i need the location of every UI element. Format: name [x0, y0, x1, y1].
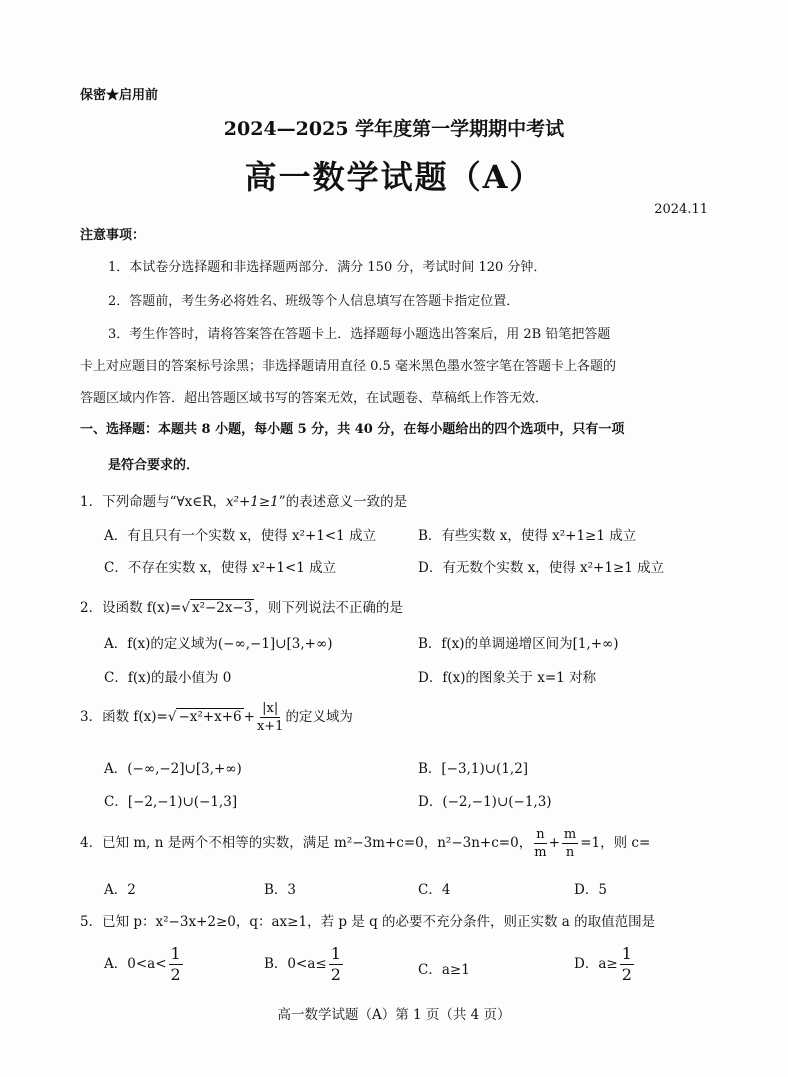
q2-option-d[interactable]: D．f(x)的图象关于 x=1 对称 — [418, 670, 597, 686]
question-1 — [80, 490, 407, 510]
question-4 — [80, 826, 650, 861]
question-number: 4． — [80, 835, 103, 851]
page-title: 高一数学试题（A） — [244, 158, 544, 196]
question-5 — [80, 910, 655, 930]
question-stem: 下列命题与“∀x∈R， — [102, 494, 226, 510]
fraction — [257, 700, 284, 735]
question-stem: =1，则 c= — [580, 835, 651, 851]
fraction — [329, 944, 343, 985]
section-heading: 一、选择题：本题共 8 小题，每小题 5 分，共 40 分，在每小题给出的四个选项中，只有一项 — [80, 422, 625, 437]
fraction-denominator: 2 — [170, 965, 181, 984]
fraction-numerator: 1 — [170, 944, 181, 963]
sqrt-radicand: x²−2x−3 — [191, 600, 253, 616]
page-footer: 高一数学试题（A）第 1 页（共 4 页） — [277, 1007, 511, 1023]
fraction-denominator: 2 — [330, 965, 341, 984]
q2-option-a[interactable]: A．f(x)的定义域为(−∞,−1]∪[3,+∞) — [104, 636, 333, 652]
fraction — [534, 826, 546, 861]
q4-option-a[interactable]: A．2 — [104, 882, 136, 898]
question-3: 3．函数 f(x)=√ −x²+x+6 + $\frac{|x|}{x+1}$ 的定义域为 — [80, 701, 353, 734]
question-2: 2．设函数 f(x)=√ x²−2x−3 ，则下列说法不正确的是 — [80, 600, 403, 616]
q1-option-c[interactable]: C．不存在实数 x，使得 x²+1<1 成立 — [104, 560, 337, 576]
q1-option-d[interactable]: D．有无数个实数 x，使得 x²+1≥1 成立 — [418, 560, 665, 576]
q3-option-c[interactable]: C．[−2,−1)∪(−1,3] — [104, 794, 238, 810]
fraction-denominator: n — [565, 845, 575, 860]
q5-option-a[interactable] — [104, 944, 185, 985]
q1-option-b[interactable]: B．有些实数 x，使得 x²+1≥1 成立 — [418, 528, 637, 544]
q5-option-d[interactable] — [574, 944, 636, 985]
question-stem: ，则下列说法不正确的是 — [254, 600, 403, 616]
fraction-numerator: 1 — [621, 944, 632, 963]
plus-sign: + — [548, 835, 560, 851]
question-number: 2． — [80, 600, 103, 616]
note-3-line-2: 卡上对应题目的答案标号涂黑；非选择题请用直径 0.5 毫米黑色墨水签字笔在答题卡上各题的 — [80, 359, 616, 374]
q3-option-d[interactable]: D．(−2,−1)∪(−1,3) — [418, 794, 552, 810]
plus-sign: + — [243, 709, 255, 725]
note-3-line-3: 答题区域内作答．超出答题区域书写的答案无效，在试题卷、草稿纸上作答无效． — [80, 391, 549, 406]
fraction-numerator: m — [563, 827, 577, 842]
q2-option-b[interactable]: B．f(x)的单调递增区间为[1,+∞) — [418, 636, 619, 652]
option-text: B．0<a≤ — [264, 956, 327, 972]
q2-option-c[interactable]: C．f(x)的最小值为 0 — [104, 670, 232, 686]
question-stem: ”的表述意义一致的是 — [278, 494, 408, 510]
question-stem: 设函数 f(x)= — [102, 600, 182, 616]
section-heading-cont: 是符合要求的． — [108, 458, 200, 473]
question-number: 1． — [80, 494, 103, 510]
note-2: 2．答题前，考生务必将姓名、班级等个人信息填写在答题卡指定位置． — [108, 294, 520, 309]
fraction-denominator: m — [534, 845, 547, 860]
question-stem: 已知 p：x²−3x+2≥0，q：ax≥1，若 p 是 q 的必要不充分条件，则正实数 a 的取值范围是 — [102, 914, 656, 930]
fraction — [620, 944, 634, 985]
q5-option-c[interactable]: C．a≥1 — [418, 962, 470, 978]
question-stem: 的定义域为 — [285, 709, 353, 725]
fraction-denominator: 2 — [621, 965, 632, 984]
q3-option-a[interactable]: A．(−∞,−2]∪[3,+∞) — [104, 761, 242, 777]
q5-option-b[interactable] — [264, 944, 345, 985]
question-stem: 已知 m, n 是两个不相等的实数，满足 m²−3m+c=0，n²−3n+c=0， — [102, 835, 533, 851]
fraction-numerator: n — [536, 827, 545, 842]
question-number: 3． — [80, 709, 103, 725]
exam-date: 2024.11 — [654, 202, 708, 217]
q4-option-b[interactable]: B．3 — [264, 882, 297, 898]
question-stem: 函数 f(x)= — [102, 709, 168, 725]
q4-option-d[interactable]: D．5 — [574, 882, 607, 898]
note-1: 1．本试卷分选择题和非选择题两部分．满分 150 分，考试时间 120 分钟． — [108, 260, 547, 275]
q3-option-b[interactable]: B．[−3,1)∪(1,2] — [418, 761, 529, 777]
fraction-numerator: |x| — [262, 701, 279, 716]
notes-heading: 注意事项： — [80, 228, 146, 243]
question-number: 5． — [80, 914, 103, 930]
option-text: D．a≥ — [574, 956, 618, 972]
sqrt-radicand: −x²+x+6 — [178, 709, 242, 725]
confidential-label: 保密★启用前 — [80, 88, 159, 103]
fraction-denominator: x+1 — [256, 719, 284, 734]
option-text: A．0<a< — [104, 956, 167, 972]
exam-subtitle: 2024—2025 学年度第一学期期中考试 — [223, 118, 565, 140]
q1-option-a[interactable]: A．有且只有一个实数 x，使得 x²+1<1 成立 — [104, 528, 377, 544]
fraction — [562, 826, 578, 861]
q4-option-c[interactable]: C．4 — [418, 882, 451, 898]
note-3-line-1: 3．考生作答时，请将答案答在答题卡上．选择题每小题选出答案后，用 2B 铅笔把答题 — [108, 327, 611, 342]
fraction-numerator: 1 — [330, 944, 341, 963]
fraction — [169, 944, 183, 985]
formula: x²+1≥1 — [225, 494, 279, 510]
